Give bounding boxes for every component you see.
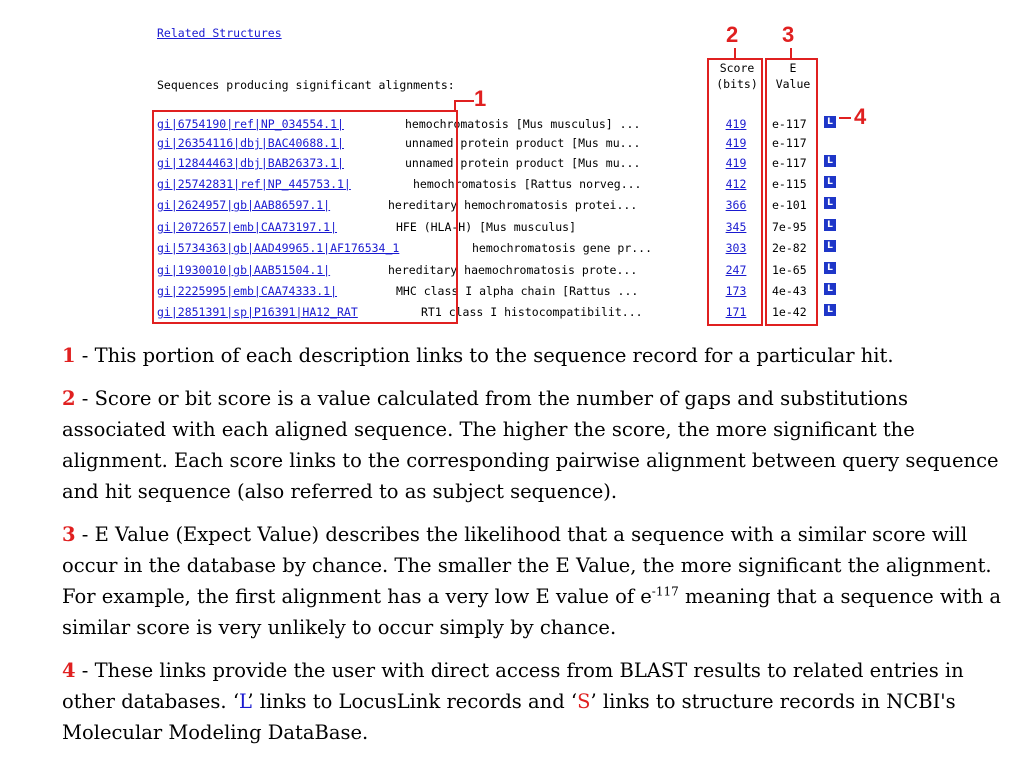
hit-description: hemochromatosis [Rattus norveg...	[413, 177, 642, 191]
note-4-text-c: ’ links to structure records in NCBI's Molecular Modeling DataBase.	[62, 690, 956, 744]
callout-4-leader	[839, 117, 851, 119]
evalue: 4e-43	[772, 284, 807, 298]
note-3-number: 3	[62, 523, 76, 546]
score-link[interactable]: 366	[725, 198, 747, 212]
hit-description: RT1 class I histocompatibilit...	[421, 305, 643, 319]
score-header-line2: (bits)	[716, 77, 758, 91]
related-structures-link[interactable]: Related Structures	[157, 26, 282, 40]
gi-link[interactable]: gi|26354116|dbj|BAC40688.1|	[157, 136, 344, 150]
locuslink-icon[interactable]: L	[824, 197, 836, 209]
hit-description: hereditary hemochromatosis protei...	[388, 198, 638, 212]
hit-description: HFE (HLA-H) [Mus musculus]	[396, 220, 577, 234]
gi-column-highlight	[152, 110, 458, 324]
evalue-header-line1: E	[789, 61, 797, 75]
note-1	[62, 340, 1007, 371]
locuslink-icon[interactable]: L	[824, 262, 836, 274]
evalue: e-115	[772, 177, 807, 191]
evalue: e-117	[772, 136, 807, 150]
score-link[interactable]: 419	[725, 136, 747, 150]
score-link[interactable]: 419	[725, 156, 747, 170]
note-3-text-b: meaning that a sequence with a similar score is very unlikely to occur simply by chance.	[62, 585, 1002, 639]
callout-1-leader	[454, 100, 474, 102]
score-link[interactable]: 345	[725, 220, 747, 234]
callout-3-leader	[790, 48, 792, 59]
explanation-notes	[62, 340, 1007, 760]
callout-3: 3	[782, 22, 795, 47]
locuslink-icon[interactable]: L	[824, 176, 836, 188]
note-4	[62, 655, 1007, 748]
locuslink-icon[interactable]: L	[824, 116, 836, 128]
score-link[interactable]: 173	[725, 284, 747, 298]
note-4-s-letter: S	[577, 690, 591, 713]
evalue-column-highlight	[765, 58, 818, 326]
callout-1: 1	[474, 86, 487, 111]
gi-link[interactable]: gi|12844463|dbj|BAB26373.1|	[157, 156, 344, 170]
gi-link[interactable]: gi|5734363|gb|AAD49965.1|AF176534_1	[157, 241, 400, 255]
evalue: e-101	[772, 198, 807, 212]
evalue: 2e-82	[772, 241, 807, 255]
locuslink-icon[interactable]: L	[824, 219, 836, 231]
note-2-number: 2	[62, 387, 76, 410]
evalue: e-117	[772, 156, 807, 170]
note-3	[62, 519, 1007, 643]
score-column-highlight	[707, 58, 763, 326]
score-link[interactable]: 419	[725, 117, 747, 131]
evalue: 1e-42	[772, 305, 807, 319]
gi-link[interactable]: gi|2072657|emb|CAA73197.1|	[157, 220, 338, 234]
note-1-number: 1	[62, 344, 76, 367]
gi-link[interactable]: gi|1930010|gb|AAB51504.1|	[157, 263, 331, 277]
score-link[interactable]: 247	[725, 263, 747, 277]
note-4-text-a: - These links provide the user with direct access from BLAST results to related entries in other databases. ‘	[62, 659, 964, 713]
callout-2: 2	[726, 22, 739, 47]
note-4-text-b: ’ links to LocusLink records and ‘	[247, 690, 578, 713]
hit-description: hemochromatosis gene pr...	[472, 241, 653, 255]
score-link[interactable]: 412	[725, 177, 747, 191]
note-4-number: 4	[62, 659, 76, 682]
evalue: 7e-95	[772, 220, 807, 234]
gi-link[interactable]: gi|2851391|sp|P16391|HA12_RAT	[157, 305, 358, 319]
score-link[interactable]: 171	[725, 305, 747, 319]
locuslink-icon[interactable]: L	[824, 240, 836, 252]
note-2-text: - Score or bit score is a value calculated from the number of gaps and substitutions associated with each aligned sequence. The higher the score, the more significant the alignment. Each score links to the corresponding pairwise alignment between query sequence and hit sequence (also referred to as subject sequence).	[62, 387, 999, 503]
callout-1-leader-vert	[454, 100, 456, 112]
hit-description: hereditary haemochromatosis prote...	[388, 263, 638, 277]
callout-2-leader	[734, 48, 736, 59]
locuslink-icon[interactable]: L	[824, 155, 836, 167]
score-link[interactable]: 303	[725, 241, 747, 255]
hit-description: MHC class I alpha chain [Rattus ...	[396, 284, 639, 298]
locuslink-icon[interactable]: L	[824, 304, 836, 316]
score-header-line1: Score	[719, 61, 755, 75]
hit-description: unnamed protein product [Mus mu...	[405, 156, 641, 170]
gi-link[interactable]: gi|25742831|ref|NP_445753.1|	[157, 177, 351, 191]
sequences-heading: Sequences producing significant alignments:	[157, 78, 455, 92]
hit-description: unnamed protein product [Mus mu...	[405, 136, 641, 150]
callout-4: 4	[854, 104, 867, 129]
gi-link[interactable]: gi|2225995|emb|CAA74333.1|	[157, 284, 338, 298]
gi-link[interactable]: gi|6754190|ref|NP_034554.1|	[157, 117, 344, 131]
hit-description: hemochromatosis [Mus musculus] ...	[405, 117, 641, 131]
evalue: e-117	[772, 117, 807, 131]
note-2	[62, 383, 1007, 507]
note-4-l-letter: L	[239, 690, 248, 713]
locuslink-icon[interactable]: L	[824, 283, 836, 295]
gi-link[interactable]: gi|2624957|gb|AAB86597.1|	[157, 198, 331, 212]
evalue: 1e-65	[772, 263, 807, 277]
evalue-header-line2: Value	[775, 77, 811, 91]
note-1-text: - This portion of each description links to the sequence record for a particular hit.	[75, 344, 894, 367]
note-3-superscript: -117	[651, 584, 679, 599]
note-3-text-a: - E Value (Expect Value) describes the likelihood that a sequence with a similar score will occur in the database by chance. The smaller the E Value, the more significant the alignment. For example, the first alignment has a very low E value of e	[62, 523, 992, 608]
